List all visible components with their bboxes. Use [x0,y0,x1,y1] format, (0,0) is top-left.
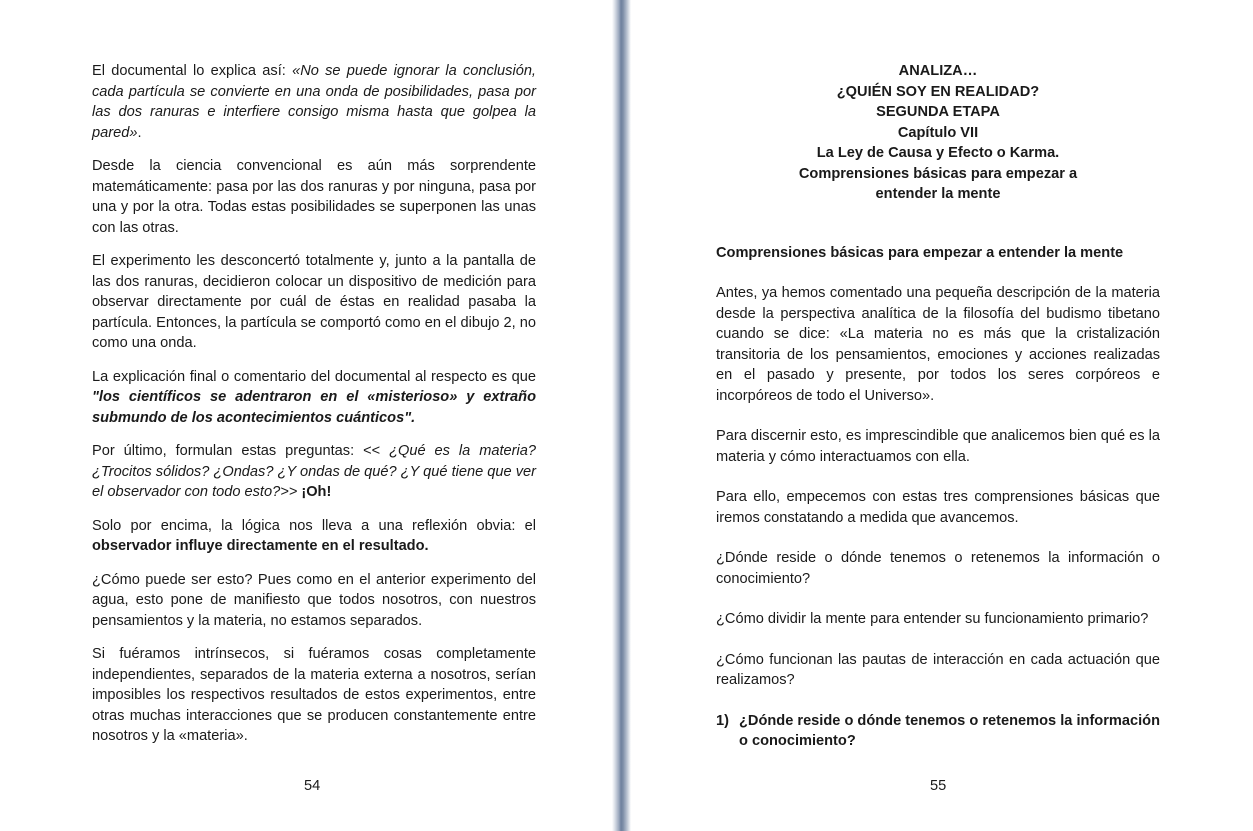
page-number-right: 55 [930,778,947,794]
text-run: Desde la ciencia convencional es aún más sorprendente matemáticamente: pasa por las dos ranuras y por ninguna, pasa por una y por la otra. Todas estas posibilidades se superponen las unas con las otras. [92,158,536,236]
paragraph: ¿Dónde reside o dónde tenemos o retenemos la información o conocimiento? [716,550,1160,587]
heading-line: entender la mente [875,186,1001,202]
paragraph: Antes, ya hemos comentado una pequeña descripción de la materia desde la perspectiva analítica de la filosofía del budismo tibetano cuando se dice: «La materia no es más que la cristalización transitoria de los pensamientos, emociones y acciones realizadas en el pasado y presente, por todos los seres corpóreos e incorpóreos de todo el Universo». [716,285,1160,404]
text-run: ¿Cómo puede ser esto? Pues como en el anterior experimento del agua, esto pone de manifiesto que todos nosotros, con nuestros pensamientos y la materia, no estamos separados. [92,571,536,629]
paragraph [92,644,536,747]
chapter-heading [716,61,1160,205]
text-run: La explicación final o comentario del documental al respecto es que [92,368,536,385]
paragraph: ¿Cómo funcionan las pautas de interacción en cada actuación que realizamos? [716,651,1160,688]
paragraph [92,570,536,632]
heading-line: Comprensiones básicas para empezar a [798,165,1078,182]
heading-line: Capítulo VII [897,124,979,141]
left-page [0,0,612,831]
right-page-text [716,61,1160,752]
paragraph: ¿Cómo dividir la mente para entender su funcionamiento primario? [716,611,1149,627]
section-subheading: Comprensiones básicas para empezar a entender la mente [716,244,1124,261]
text-run: Por último, formulan estas preguntas: << [92,443,390,459]
text-run: ¿Qué es la materia? ¿Trocitos sólidos? ¿Ondas? ¿Y ondas de qué? ¿Y qué tiene que ver el observador con todo esto?>> [92,443,536,500]
paragraph: Para ello, empecemos con estas tres comprensiones básicas que iremos constatando a medida que avancemos. [716,489,1160,526]
text-run: El experimento les desconcertó totalmente y, junto a la pantalla de las dos ranuras, decidieron colocar un dispositivo de medición para observar directamente por cuál de éstas en realidad pasaba la partícula. Entonces, la partícula se comportó como en el dibujo 2, no como una onda. [92,253,536,351]
paragraph [92,441,536,503]
text-run: El documental lo explica así: [92,63,293,79]
text-run: Solo por encima, la lógica nos lleva a una reflexión obvia: el [92,517,536,534]
paragraph [92,367,536,429]
heading-line: ¿QUIÉN SOY EN REALIDAD? [836,83,1040,100]
numbered-heading-text: ¿Dónde reside o dónde tenemos o retenemos la información o conocimiento? [739,712,1160,749]
text-run: "los científicos se adentraron en el «misterioso» y extraño submundo de los acontecimientos cuánticos". [92,389,536,426]
paragraph: Para discernir esto, es imprescindible que analicemos bien qué es la materia y cómo interactuamos con ella. [716,428,1160,465]
page-gutter [612,0,631,831]
numbered-heading [716,711,1160,752]
right-paragraphs [716,283,1160,691]
text-run: observador influye directamente en el resultado. [92,538,429,554]
heading-line: SEGUNDA ETAPA [876,104,1000,120]
paragraph [92,156,536,238]
text-run: Si fuéramos intrínsecos, si fuéramos cosas completamente independientes, separados de la materia externa a nosotros, serían imposibles los respectivos resultados de estos experimentos, entre otras muchas interacciones que se producen constantemente entre nosotros y la «materia». [92,646,536,744]
right-page [631,0,1253,831]
numbered-heading-number: 1) [716,712,729,729]
page-number-left: 54 [304,778,321,794]
text-run: . [137,124,142,141]
heading-line: La Ley de Causa y Efecto o Karma. [816,145,1060,161]
left-page-text [92,61,536,760]
paragraph [92,61,536,143]
paragraph [92,516,536,557]
text-run: ¡Oh! [297,484,332,500]
paragraph [92,251,536,354]
heading-line: ANALIZA… [898,63,978,79]
text-run: «No se puede ignorar la conclusión, cada partícula se convierte en una onda de posibilidades, pasa por las dos ranuras e interfiere consigo misma hasta que golpea la pared» [92,63,536,141]
